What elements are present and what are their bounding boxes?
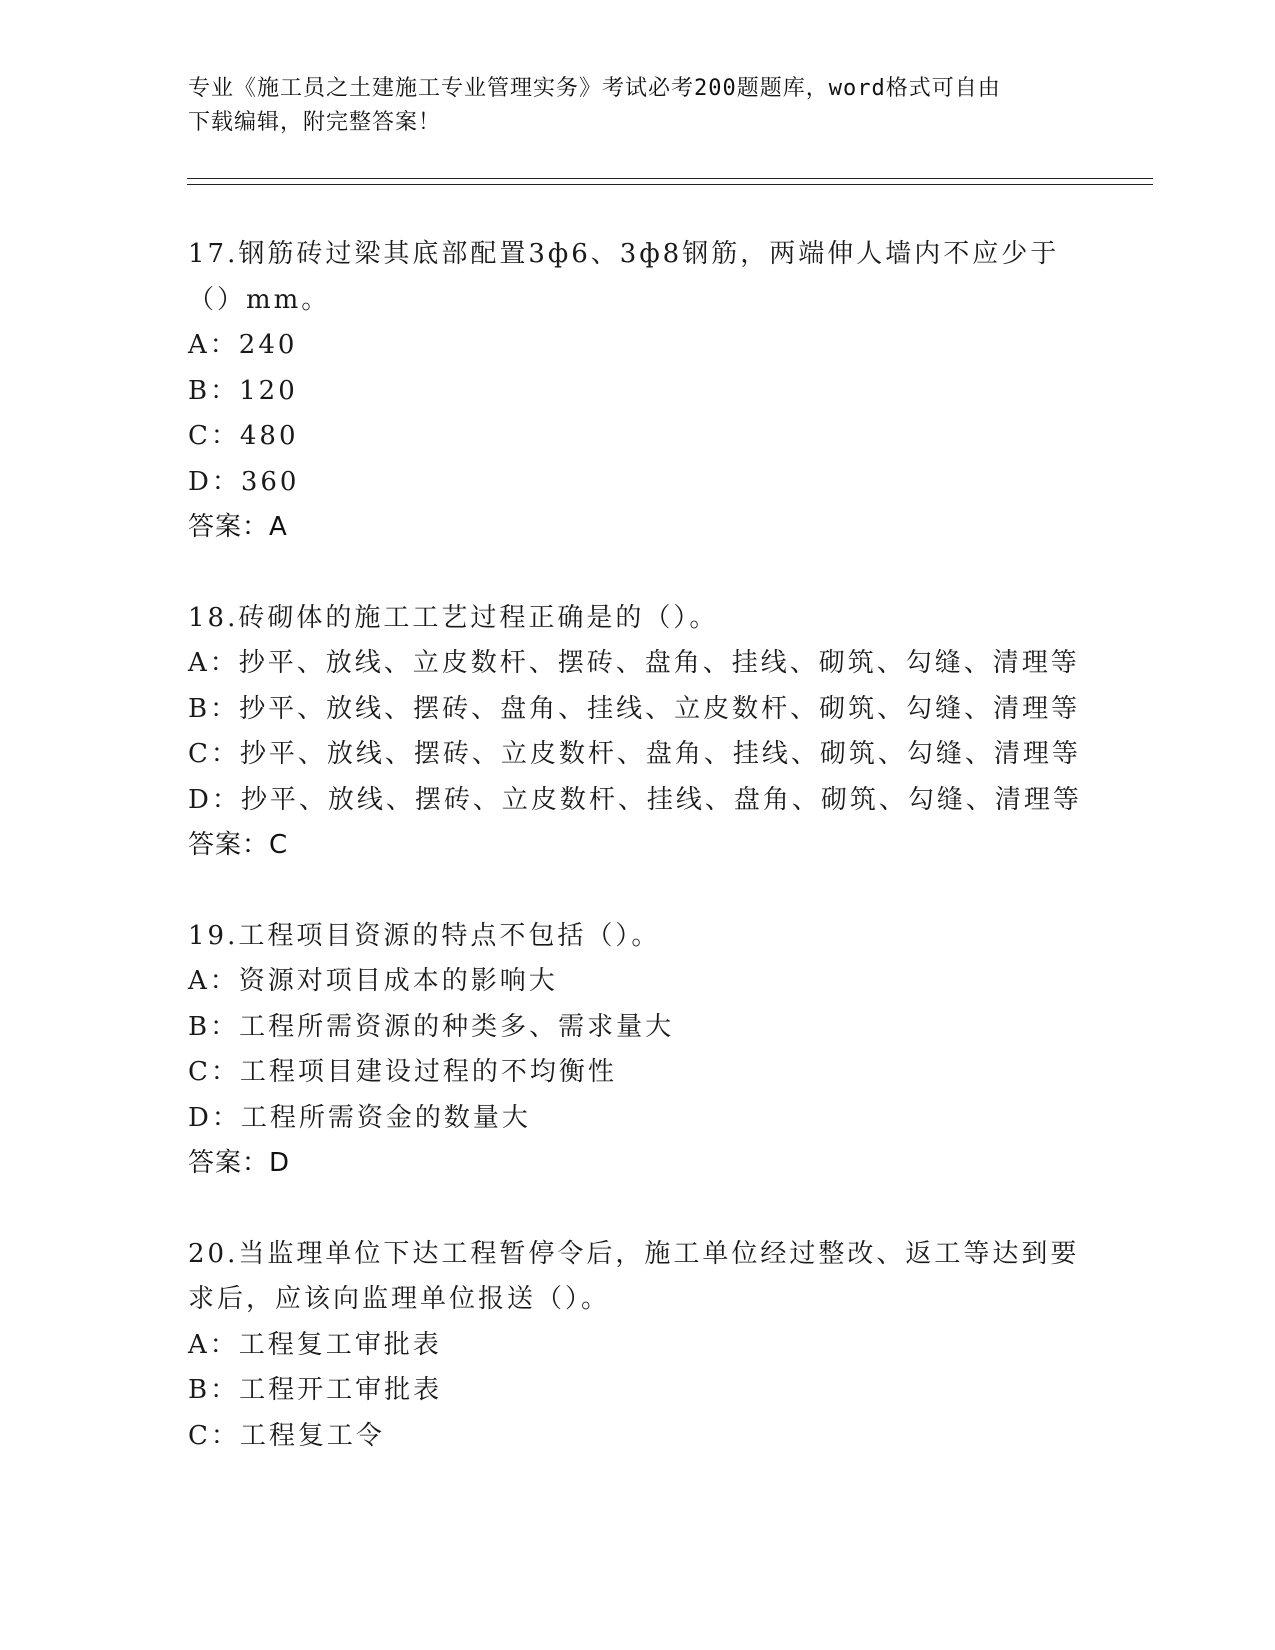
document-header bbox=[188, 72, 1088, 140]
question-stem-line: 17.钢筋砖过梁其底部配置3ф6、3ф8钢筋，两端伸人墙内不应少于 bbox=[188, 239, 1060, 269]
header-divider-top bbox=[187, 178, 1153, 179]
spacer bbox=[188, 1187, 1088, 1232]
option-d: D：360 bbox=[188, 466, 300, 497]
option-d: D：工程所需资金的数量大 bbox=[188, 1102, 531, 1133]
option-c: C：抄平、放线、摆砖、立皮数杆、盘角、挂线、砌筑、勾缝、清理等 bbox=[188, 739, 1081, 769]
header-line-1: 专业《施工员之土建施工专业管理实务》考试必考200题题库，word格式可自由 bbox=[188, 76, 1001, 101]
option-b: B：工程所需资源的种类多、需求量大 bbox=[188, 1011, 675, 1042]
question-stem-line: 19.工程项目资源的特点不包括（）。 bbox=[188, 920, 661, 951]
option-c: C：工程项目建设过程的不均衡性 bbox=[188, 1057, 617, 1087]
option-a: A：工程复工审批表 bbox=[188, 1329, 442, 1360]
option-b: B：抄平、放线、摆砖、盘角、挂线、立皮数杆、砌筑、勾缝、清理等 bbox=[188, 693, 1081, 724]
question-stem bbox=[188, 914, 1088, 960]
spacer bbox=[188, 869, 1088, 914]
option-d: D：抄平、放线、摆砖、立皮数杆、挂线、盘角、砌筑、勾缝、清理等 bbox=[188, 784, 1082, 815]
question-18 bbox=[188, 596, 1088, 869]
option-a: A：240 bbox=[188, 330, 298, 360]
answer-label: 答案：C bbox=[188, 830, 289, 860]
option-b: B：工程开工审批表 bbox=[188, 1375, 443, 1405]
question-stem bbox=[188, 232, 1088, 323]
question-19 bbox=[188, 914, 1088, 1187]
header-divider-bottom bbox=[187, 184, 1153, 185]
spacer bbox=[188, 551, 1088, 596]
question-17 bbox=[188, 232, 1088, 551]
option-a: A：资源对项目成本的影响大 bbox=[188, 966, 558, 996]
question-list bbox=[188, 232, 1088, 1459]
question-stem-line: 求后，应该向监理单位报送（）。 bbox=[188, 1284, 611, 1314]
question-stem-line: （）mm。 bbox=[188, 284, 331, 315]
option-a: A：抄平、放线、立皮数杆、摆砖、盘角、挂线、砌筑、勾缝、清理等 bbox=[188, 648, 1080, 678]
answer-label: 答案：A bbox=[188, 512, 288, 542]
question-stem-line: 18.砖砌体的施工工艺过程正确是的（）。 bbox=[188, 602, 719, 633]
header-line-2: 下载编辑，附完整答案！ bbox=[188, 110, 442, 135]
answer-label: 答案：D bbox=[188, 1148, 291, 1178]
question-20 bbox=[188, 1232, 1088, 1460]
question-stem bbox=[188, 596, 1088, 642]
option-c: C：480 bbox=[188, 421, 299, 451]
question-stem bbox=[188, 1232, 1088, 1323]
option-b: B：120 bbox=[188, 375, 298, 406]
option-c: C：工程复工令 bbox=[188, 1420, 385, 1451]
question-stem-line: 20.当监理单位下达工程暂停令后，施工单位经过整改、返工等达到要 bbox=[188, 1238, 1080, 1269]
